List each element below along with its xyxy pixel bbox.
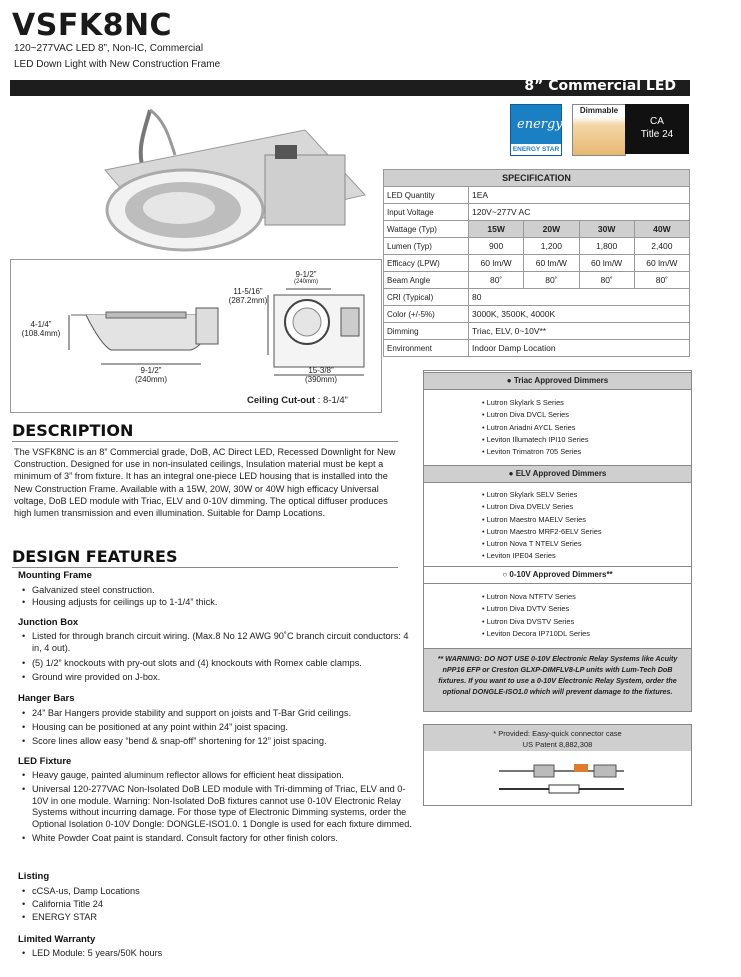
dim-bottom-width (121, 366, 181, 384)
spec-row-beam-angle (384, 272, 690, 289)
connector-line-2: US Patent 8,882,308 (522, 740, 593, 749)
dim-value: 9-1/2” (140, 366, 162, 375)
v010-dimmer-list (482, 591, 590, 640)
circle-icon: ● (508, 469, 516, 478)
dim-value: 11-5/16” (233, 287, 263, 296)
dim-mm: (287.2mm) (228, 296, 268, 305)
description-text: The VSFK8NC is an 8” Commercial grade, DoB, AC Direct LED, Recessed Downlight for New Construction. Designed for use in non-insulated ceilings, Insulation material must be kept a minimum of 3” from fixture. It has an integral one-piece LED housing that is installed into the New Construction Frame. Available with a 15W, 20W, 30W or 40W high efficacy Universal voltage, DoB LED module with Triac, ELV and 0-10V dimming. The optical diffuser produces high lumen transmission and even illumination. Suitable for Damp Locations. (14, 447, 396, 519)
elv-dimmers-header (424, 465, 691, 483)
connector-case-3 (549, 785, 579, 793)
spec-row-cri (384, 289, 690, 306)
spec-row-input-voltage (384, 204, 690, 221)
list-item: • Galvanized steel construction. (22, 585, 417, 597)
category-banner (10, 80, 690, 96)
dim-top-width (294, 270, 318, 285)
spec-row-lumen (384, 238, 690, 255)
ca-label: CA (650, 116, 664, 127)
cutout-value: : 8-1/4” (315, 395, 348, 406)
spec-label: Beam Angle (384, 272, 469, 289)
list-item: • Lutron Maestro MRF2-6ELV Series (482, 526, 602, 538)
list-item: • 24” Bar Hangers provide stability and support on joists and T-Bar Grid ceilings. (22, 708, 417, 720)
mounting-frame-title: Mounting Frame (18, 570, 92, 581)
connector-header (424, 725, 691, 751)
listing-title: Listing (18, 871, 50, 882)
energy-star-script: energy (517, 117, 563, 132)
list-item: • Lutron Skylark S Series (482, 397, 589, 409)
banner-label: 8” Commercial LED (524, 78, 676, 94)
spec-label: Lumen (Typ) (384, 238, 469, 255)
dim-mm: (108.4mm) (21, 329, 61, 338)
description-rule (12, 441, 398, 442)
spec-value: 1EA (469, 187, 690, 204)
warranty-list (22, 948, 417, 960)
flex-conduit-2 (150, 110, 175, 155)
dimmable-label: Dimmable (579, 106, 619, 115)
spec-row-led-quantity (384, 187, 690, 204)
v010-dimmers-header (424, 566, 691, 584)
design-features-heading: DESIGN FEATURES (12, 547, 178, 566)
list-item: • Universal 120-277VAC Non-Isolated DoB LED module with Tri-dimming of Triac, ELV and 0-10V in one module. Warning: Non-Isolated DoB fixtures cannot use 0-10V Electronic Relay Systems without incurring damage. For those type of Electronic Dimming systems, order the Optional Isolation 0-10V Dongle: DONGLE-ISO1.0. 1 Dongle is used for each fixture dimmed. (22, 784, 417, 831)
subtitle-line-2: LED Down Light with New Construction Frame (14, 59, 221, 70)
spec-row-wattage (384, 221, 690, 238)
triac-dimmers-header (424, 372, 691, 390)
circle-icon: ● (506, 376, 514, 385)
spec-label: LED Quantity (384, 187, 469, 204)
spec-value: 80˚ (524, 272, 579, 289)
led-fixture-title: LED Fixture (18, 756, 72, 767)
spec-label: Efficacy (LPW) (384, 255, 469, 272)
spec-row-dimming (384, 323, 690, 340)
hanger-bars-list (22, 708, 417, 747)
elv-dimmer-list (482, 489, 602, 563)
v010-title: 0-10V Approved Dimmers** (509, 570, 613, 579)
spec-value: 900 (469, 238, 524, 255)
spec-value: 60 lm/W (469, 255, 524, 272)
spec-value: 60 lm/W (524, 255, 579, 272)
ca-title24-badge (625, 104, 689, 154)
wattage-30w: 30W (579, 221, 634, 238)
wattage-40w: 40W (634, 221, 689, 238)
spec-value: 2,400 (634, 238, 689, 255)
dim-mm: (390mm) (304, 375, 337, 384)
list-item: • Lutron Nova T NTELV Series (482, 538, 602, 550)
top-junction-box (341, 308, 359, 336)
diffuser (143, 192, 215, 224)
junction-box-list (22, 631, 417, 684)
list-item: • Leviton Illumatech IPI10 Series (482, 434, 589, 446)
wattage-15w: 15W (469, 221, 524, 238)
energy-star-label: ENERGY STAR (512, 146, 560, 153)
list-item: • White Powder Coat paint is standard. Consult factory for other finish colors. (22, 833, 417, 845)
list-item: • cCSA-us, Damp Locations (22, 886, 417, 898)
junction-box (265, 155, 345, 225)
features-rule (12, 567, 398, 568)
led-fixture-list (22, 770, 417, 845)
list-item: • Leviton IPE04 Series (482, 550, 602, 562)
list-item: • Housing adjusts for ceilings up to 1-1/4” thick. (22, 597, 417, 609)
spec-label: Color (+/-5%) (384, 306, 469, 323)
dim-frame-width (291, 366, 351, 384)
list-item: • Lutron Skylark SELV Series (482, 489, 602, 501)
spec-row-efficacy (384, 255, 690, 272)
relay-warning-box (423, 648, 692, 712)
spec-row-environment (384, 340, 690, 357)
spec-value: 120V~277V AC (469, 204, 690, 221)
dimmable-badge (572, 104, 626, 156)
spec-label: Dimming (384, 323, 469, 340)
wattage-20w: 20W (524, 221, 579, 238)
spec-row-color (384, 306, 690, 323)
list-item: • Leviton Decora IP710DL Series (482, 628, 590, 640)
triac-dimmer-list (482, 397, 589, 458)
dim-value: 9-1/2” (295, 270, 317, 279)
dimension-drawing (10, 259, 382, 413)
spec-value: Triac, ELV, 0~10V** (469, 323, 690, 340)
dim-value: 15-3/8” (308, 366, 334, 375)
list-item: • Lutron Diva DVELV Series (482, 501, 602, 513)
energy-star-badge (510, 104, 562, 156)
spec-value: 80˚ (579, 272, 634, 289)
list-item: • Lutron Ariadni AYCL Series (482, 422, 589, 434)
spec-value: 1,800 (579, 238, 634, 255)
spec-title: SPECIFICATION (384, 170, 690, 187)
connector-illustration (494, 759, 634, 799)
spec-label: CRI (Typical) (384, 289, 469, 306)
list-item: • (5) 1/2” knockouts with pry-out slots and (4) knockouts with Romex cable clamps. (22, 658, 417, 670)
subtitle-line-1: 120~277VAC LED 8”, Non-IC, Commercial (14, 43, 204, 54)
list-item: • Listed for through branch circuit wiring. (Max.8 No 12 AWG 90˚C branch circuit conductors: 4 in, 4 out). (22, 631, 417, 655)
drawing-lines (11, 260, 381, 412)
top-inner-ring (293, 308, 321, 336)
connector-line-1: * Provided: Easy-quick connector case (493, 729, 622, 738)
triac-title: Triac Approved Dimmers (513, 376, 609, 385)
spec-value: 80 (469, 289, 690, 306)
junction-box-title: Junction Box (18, 617, 79, 628)
side-junction-box (196, 308, 218, 344)
list-item: • Lutron Diva DVCL Series (482, 409, 589, 421)
list-item: • Lutron Diva DVSTV Series (482, 616, 590, 628)
dim-mm: (240mm) (294, 279, 319, 285)
list-item: • Score lines allow easy “bend & snap-off” shortening for 12” joist spacing. (22, 736, 417, 748)
model-title: VSFK8NC (12, 8, 173, 43)
connector-case-2 (594, 765, 616, 777)
title24-label: Title 24 (640, 129, 674, 140)
hanger-bars-title: Hanger Bars (18, 693, 75, 704)
list-item: • Ground wire provided on J-box. (22, 672, 417, 684)
dim-left-height (17, 320, 65, 338)
approved-dimmers-panel (423, 370, 692, 650)
side-trim (106, 312, 186, 318)
list-item: • Lutron Nova NTFTV Series (482, 591, 590, 603)
connector-case-1 (534, 765, 554, 777)
dim-value: 4-1/4” (30, 320, 52, 329)
warning-text: ** WARNING: DO NOT USE 0-10V Electronic Relay Systems like Acuity nPP16 EFP or Creston GLXP-DIMFLV8-LP units with Lum-Tech DoB fixtures. If you want to use a 0-10V Electronic Relay System, order the optional DONGLE-ISO1.0 which will prevent damage to the fixtures. (437, 654, 678, 696)
spec-value: 1,200 (524, 238, 579, 255)
spec-label: Input Voltage (384, 204, 469, 221)
description-heading: DESCRIPTION (12, 421, 134, 440)
spec-value: 60 lm/W (634, 255, 689, 272)
product-photo (75, 100, 375, 255)
list-item: • Lutron Diva DVTV Series (482, 603, 590, 615)
spec-value: 80˚ (634, 272, 689, 289)
spec-value: Indoor Damp Location (469, 340, 690, 357)
mounting-frame-list (22, 585, 417, 609)
list-item: • ENERGY STAR (22, 912, 417, 924)
connector-box (423, 724, 692, 806)
dim-height (228, 287, 268, 305)
list-item: • Housing can be positioned at any point within 24” joist spacing. (22, 722, 417, 734)
list-item: • LED Module: 5 years/50K hours (22, 948, 417, 960)
list-item: • Lutron Maestro MAELV Series (482, 514, 602, 526)
spec-value: 80˚ (469, 272, 524, 289)
connector-orange (574, 764, 588, 772)
list-item: • Heavy gauge, painted aluminum reflector allows for efficient heat dissipation. (22, 770, 417, 782)
spec-value: 60 lm/W (579, 255, 634, 272)
specification-table (383, 169, 690, 357)
warranty-title: Limited Warranty (18, 934, 96, 945)
connector-block (275, 145, 297, 159)
cutout-label: Ceiling Cut-out (247, 395, 316, 406)
spec-label: Wattage (Typ) (384, 221, 469, 238)
circle-outline-icon: ○ (502, 570, 510, 579)
listing-list (22, 886, 417, 923)
list-item: • Leviton Trimatron 705 Series (482, 446, 589, 458)
dim-mm: (240mm) (134, 375, 167, 384)
list-item: • California Title 24 (22, 899, 417, 911)
spec-label: Environment (384, 340, 469, 357)
elv-title: ELV Approved Dimmers (515, 469, 607, 478)
spec-value: 3000K, 3500K, 4000K (469, 306, 690, 323)
ceiling-cutout (247, 395, 348, 406)
